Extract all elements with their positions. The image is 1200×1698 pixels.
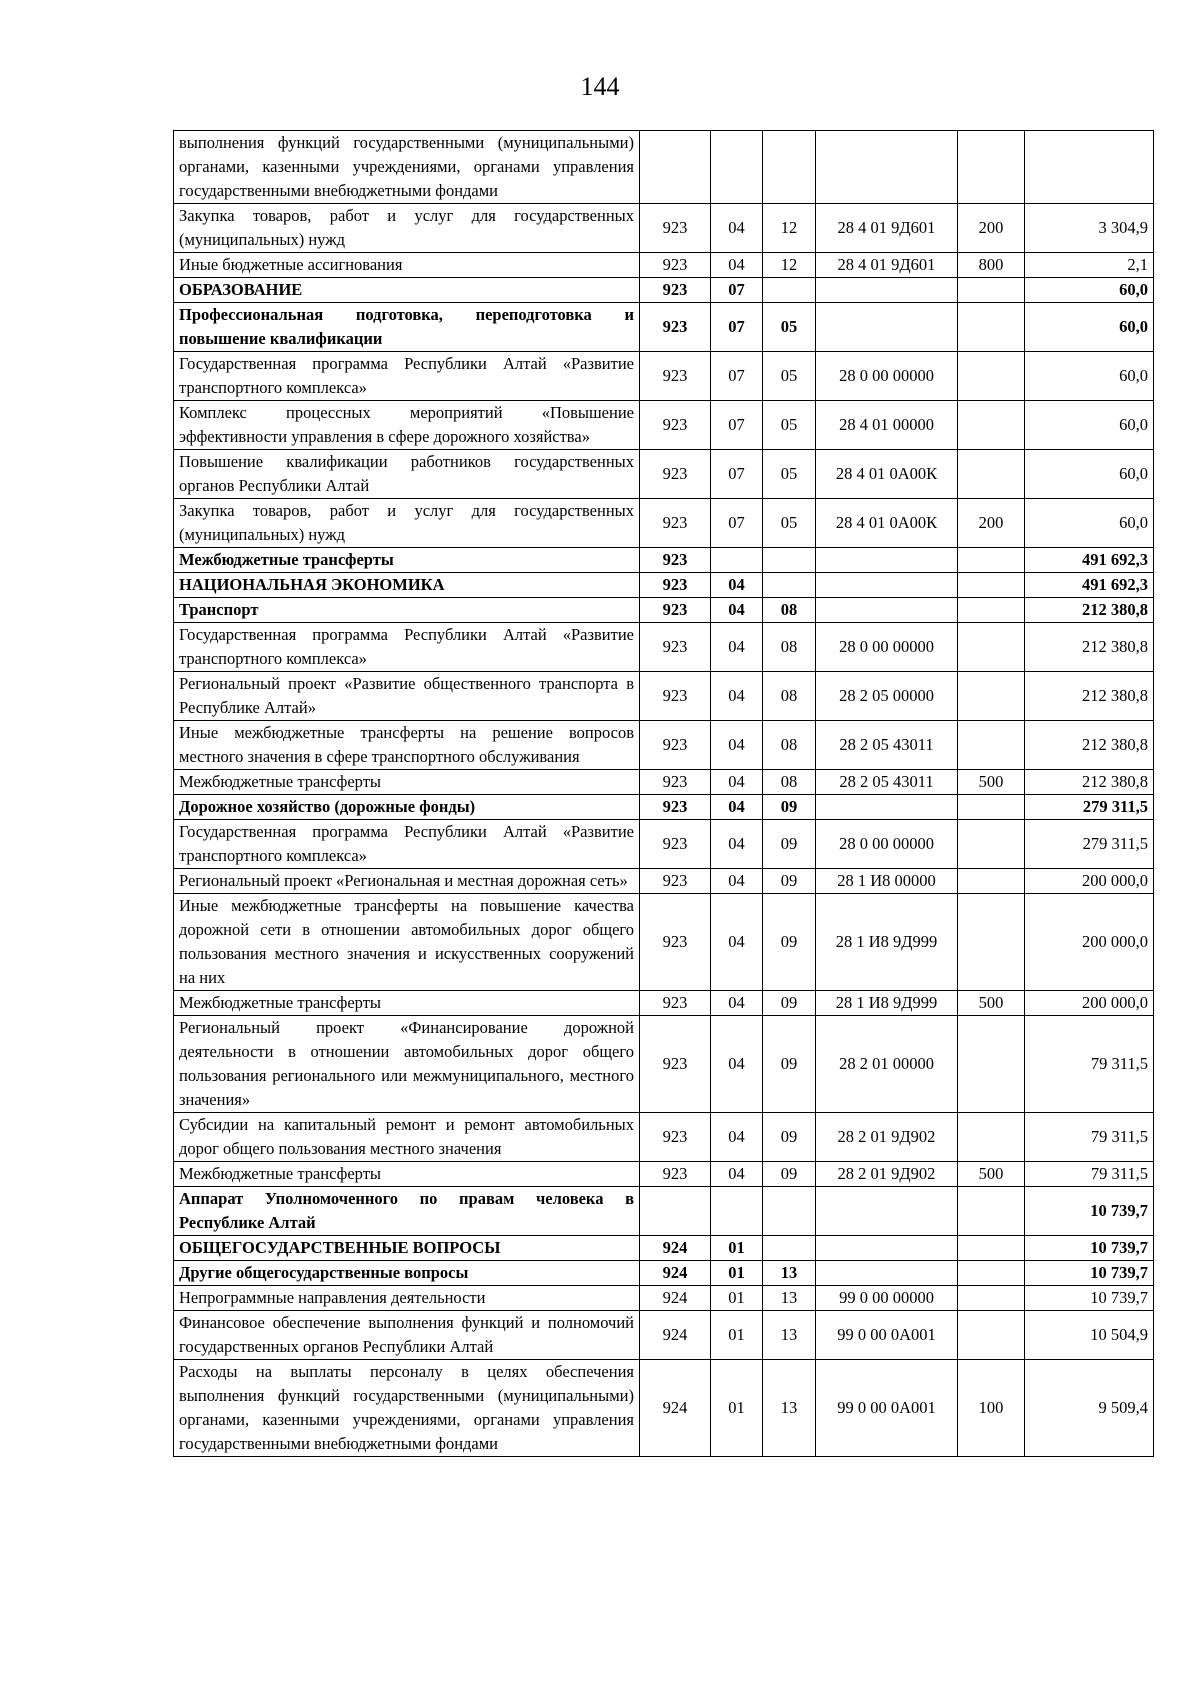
item-name-cell: Закупка товаров, работ и услуг для государственных (муниципальных) нужд [174, 499, 640, 548]
target-article-code-cell [816, 1236, 958, 1261]
section-code-cell: 07 [711, 303, 763, 352]
department-code-cell: 923 [640, 820, 711, 869]
section-code-cell: 07 [711, 401, 763, 450]
department-code-cell: 923 [640, 1016, 711, 1113]
target-article-code-cell [816, 795, 958, 820]
target-article-code-cell [816, 1187, 958, 1236]
budget-table [173, 130, 1154, 1457]
amount-cell: 2,1 [1025, 253, 1154, 278]
amount-cell: 212 380,8 [1025, 623, 1154, 672]
target-article-code-cell [816, 278, 958, 303]
amount-cell: 10 739,7 [1025, 1187, 1154, 1236]
target-article-code-cell [816, 573, 958, 598]
section-code-cell: 01 [711, 1286, 763, 1311]
subsection-code-cell: 12 [763, 253, 816, 278]
target-article-code-cell [816, 548, 958, 573]
target-article-code-cell: 28 1 И8 9Д999 [816, 991, 958, 1016]
department-code-cell: 923 [640, 869, 711, 894]
subsection-code-cell: 13 [763, 1261, 816, 1286]
subsection-code-cell: 08 [763, 770, 816, 795]
section-code-cell: 07 [711, 450, 763, 499]
table-row [174, 253, 1154, 278]
expense-type-code-cell [958, 623, 1025, 672]
amount-cell: 10 739,7 [1025, 1261, 1154, 1286]
amount-cell: 79 311,5 [1025, 1016, 1154, 1113]
subsection-code-cell: 09 [763, 795, 816, 820]
table-row [174, 991, 1154, 1016]
department-code-cell: 923 [640, 770, 711, 795]
subsection-code-cell: 08 [763, 598, 816, 623]
subsection-code-cell [763, 548, 816, 573]
table-row [174, 869, 1154, 894]
table-row [174, 820, 1154, 869]
target-article-code-cell: 28 2 05 43011 [816, 721, 958, 770]
department-code-cell: 923 [640, 253, 711, 278]
page-number: 144 [580, 72, 620, 101]
table-row [174, 721, 1154, 770]
item-name-cell: Непрограммные направления деятельности [174, 1286, 640, 1311]
expense-type-code-cell [958, 401, 1025, 450]
target-article-code-cell: 28 0 00 00000 [816, 623, 958, 672]
subsection-code-cell: 13 [763, 1311, 816, 1360]
section-code-cell [711, 548, 763, 573]
department-code-cell: 923 [640, 795, 711, 820]
target-article-code-cell: 28 4 01 9Д601 [816, 204, 958, 253]
amount-cell: 212 380,8 [1025, 598, 1154, 623]
table-row [174, 401, 1154, 450]
table-row [174, 548, 1154, 573]
expense-type-code-cell [958, 721, 1025, 770]
amount-cell: 491 692,3 [1025, 548, 1154, 573]
subsection-code-cell: 05 [763, 401, 816, 450]
amount-cell: 10 504,9 [1025, 1311, 1154, 1360]
section-code-cell: 04 [711, 672, 763, 721]
department-code-cell: 923 [640, 401, 711, 450]
department-code-cell: 924 [640, 1236, 711, 1261]
subsection-code-cell: 09 [763, 1113, 816, 1162]
expense-type-code-cell [958, 1261, 1025, 1286]
expense-type-code-cell: 200 [958, 499, 1025, 548]
subsection-code-cell: 13 [763, 1360, 816, 1457]
amount-cell: 279 311,5 [1025, 820, 1154, 869]
section-code-cell: 04 [711, 894, 763, 991]
department-code-cell: 923 [640, 303, 711, 352]
department-code-cell: 923 [640, 1113, 711, 1162]
item-name-cell: Комплекс процессных мероприятий «Повышение эффективности управления в сфере дорожного хозяйства» [174, 401, 640, 450]
section-code-cell: 01 [711, 1236, 763, 1261]
item-name-cell: Аппарат Уполномоченного по правам человека в Республике Алтай [174, 1187, 640, 1236]
table-row [174, 623, 1154, 672]
expense-type-code-cell [958, 1016, 1025, 1113]
expense-type-code-cell: 200 [958, 204, 1025, 253]
department-code-cell: 923 [640, 721, 711, 770]
expense-type-code-cell [958, 1286, 1025, 1311]
item-name-cell: Иные межбюджетные трансферты на повышение качества дорожной сети в отношении автомобильных дорог общего пользования местного значения и искусственных сооружений на них [174, 894, 640, 991]
section-code-cell: 04 [711, 1113, 763, 1162]
target-article-code-cell: 28 2 05 00000 [816, 672, 958, 721]
table-row [174, 352, 1154, 401]
item-name-cell: Повышение квалификации работников государственных органов Республики Алтай [174, 450, 640, 499]
department-code-cell: 923 [640, 450, 711, 499]
subsection-code-cell: 09 [763, 894, 816, 991]
subsection-code-cell [763, 1236, 816, 1261]
table-row [174, 573, 1154, 598]
amount-cell: 212 380,8 [1025, 672, 1154, 721]
section-code-cell: 04 [711, 573, 763, 598]
table-row [174, 131, 1154, 204]
department-code-cell: 923 [640, 894, 711, 991]
section-code-cell: 04 [711, 253, 763, 278]
item-name-cell: Региональный проект «Финансирование дорожной деятельности в отношении автомобильных дорог общего пользования регионального или межмуниципального, местного значения» [174, 1016, 640, 1113]
section-code-cell: 01 [711, 1261, 763, 1286]
department-code-cell: 923 [640, 1162, 711, 1187]
expense-type-code-cell [958, 548, 1025, 573]
subsection-code-cell: 05 [763, 303, 816, 352]
expense-type-code-cell [958, 795, 1025, 820]
target-article-code-cell: 28 2 05 43011 [816, 770, 958, 795]
department-code-cell: 923 [640, 278, 711, 303]
section-code-cell: 04 [711, 598, 763, 623]
table-row [174, 1016, 1154, 1113]
item-name-cell: Дорожное хозяйство (дорожные фонды) [174, 795, 640, 820]
expense-type-code-cell [958, 352, 1025, 401]
amount-cell: 10 739,7 [1025, 1286, 1154, 1311]
department-code-cell: 923 [640, 499, 711, 548]
item-name-cell: Финансовое обеспечение выполнения функций и полномочий государственных органов Республики Алтай [174, 1311, 640, 1360]
department-code-cell: 924 [640, 1261, 711, 1286]
department-code-cell: 924 [640, 1311, 711, 1360]
table-row [174, 278, 1154, 303]
table-row [174, 1236, 1154, 1261]
table-row [174, 1286, 1154, 1311]
item-name-cell: Транспорт [174, 598, 640, 623]
amount-cell: 212 380,8 [1025, 721, 1154, 770]
table-row [174, 1311, 1154, 1360]
item-name-cell: Профессиональная подготовка, переподготовка и повышение квалификации [174, 303, 640, 352]
subsection-code-cell: 13 [763, 1286, 816, 1311]
item-name-cell: Государственная программа Республики Алтай «Развитие транспортного комплекса» [174, 352, 640, 401]
target-article-code-cell: 28 4 01 0А00К [816, 450, 958, 499]
target-article-code-cell: 28 0 00 00000 [816, 820, 958, 869]
department-code-cell: 923 [640, 352, 711, 401]
section-code-cell: 04 [711, 1016, 763, 1113]
target-article-code-cell: 28 2 01 00000 [816, 1016, 958, 1113]
subsection-code-cell [763, 573, 816, 598]
target-article-code-cell [816, 1261, 958, 1286]
item-name-cell: НАЦИОНАЛЬНАЯ ЭКОНОМИКА [174, 573, 640, 598]
subsection-code-cell: 05 [763, 352, 816, 401]
amount-cell: 491 692,3 [1025, 573, 1154, 598]
amount-cell: 279 311,5 [1025, 795, 1154, 820]
amount-cell: 79 311,5 [1025, 1162, 1154, 1187]
section-code-cell: 01 [711, 1360, 763, 1457]
subsection-code-cell [763, 278, 816, 303]
table-row [174, 1360, 1154, 1457]
expense-type-code-cell: 800 [958, 253, 1025, 278]
department-code-cell [640, 1187, 711, 1236]
section-code-cell: 04 [711, 991, 763, 1016]
expense-type-code-cell [958, 131, 1025, 204]
expense-type-code-cell: 100 [958, 1360, 1025, 1457]
expense-type-code-cell [958, 303, 1025, 352]
target-article-code-cell: 28 0 00 00000 [816, 352, 958, 401]
expense-type-code-cell [958, 1187, 1025, 1236]
expense-type-code-cell [958, 278, 1025, 303]
target-article-code-cell: 28 4 01 00000 [816, 401, 958, 450]
expense-type-code-cell [958, 450, 1025, 499]
target-article-code-cell: 99 0 00 0А001 [816, 1360, 958, 1457]
table-row [174, 499, 1154, 548]
subsection-code-cell [763, 1187, 816, 1236]
department-code-cell: 923 [640, 548, 711, 573]
section-code-cell: 04 [711, 820, 763, 869]
target-article-code-cell: 28 4 01 0А00К [816, 499, 958, 548]
section-code-cell: 04 [711, 770, 763, 795]
item-name-cell: Межбюджетные трансферты [174, 548, 640, 573]
section-code-cell: 04 [711, 1162, 763, 1187]
table-row [174, 1113, 1154, 1162]
amount-cell: 60,0 [1025, 352, 1154, 401]
table-row [174, 1261, 1154, 1286]
subsection-code-cell: 08 [763, 672, 816, 721]
department-code-cell: 923 [640, 623, 711, 672]
item-name-cell: Расходы на выплаты персоналу в целях обеспечения выполнения функций государственными (муниципальными) органами, казенными учреждениями, органами управления государственными внебюджетными фондами [174, 1360, 640, 1457]
department-code-cell: 923 [640, 598, 711, 623]
expense-type-code-cell [958, 894, 1025, 991]
amount-cell: 3 304,9 [1025, 204, 1154, 253]
amount-cell: 200 000,0 [1025, 991, 1154, 1016]
table-row [174, 894, 1154, 991]
item-name-cell: ОБЩЕГОСУДАРСТВЕННЫЕ ВОПРОСЫ [174, 1236, 640, 1261]
amount-cell: 9 509,4 [1025, 1360, 1154, 1457]
item-name-cell: Субсидии на капитальный ремонт и ремонт автомобильных дорог общего пользования местного значения [174, 1113, 640, 1162]
subsection-code-cell: 09 [763, 1162, 816, 1187]
section-code-cell: 04 [711, 869, 763, 894]
department-code-cell: 924 [640, 1286, 711, 1311]
section-code-cell [711, 1187, 763, 1236]
item-name-cell: Иные межбюджетные трансферты на решение вопросов местного значения в сфере транспортного обслуживания [174, 721, 640, 770]
expense-type-code-cell: 500 [958, 991, 1025, 1016]
expense-type-code-cell [958, 1236, 1025, 1261]
target-article-code-cell: 99 0 00 00000 [816, 1286, 958, 1311]
amount-cell: 60,0 [1025, 401, 1154, 450]
expense-type-code-cell [958, 672, 1025, 721]
subsection-code-cell: 09 [763, 869, 816, 894]
section-code-cell: 07 [711, 499, 763, 548]
table-row [174, 303, 1154, 352]
section-code-cell: 04 [711, 204, 763, 253]
section-code-cell: 07 [711, 278, 763, 303]
subsection-code-cell: 09 [763, 991, 816, 1016]
item-name-cell: Другие общегосударственные вопросы [174, 1261, 640, 1286]
table-row [174, 1162, 1154, 1187]
department-code-cell [640, 131, 711, 204]
expense-type-code-cell [958, 869, 1025, 894]
expense-type-code-cell [958, 1113, 1025, 1162]
amount-cell: 10 739,7 [1025, 1236, 1154, 1261]
subsection-code-cell: 05 [763, 499, 816, 548]
department-code-cell: 923 [640, 672, 711, 721]
section-code-cell: 04 [711, 795, 763, 820]
expense-type-code-cell [958, 1311, 1025, 1360]
department-code-cell: 924 [640, 1360, 711, 1457]
item-name-cell: Межбюджетные трансферты [174, 1162, 640, 1187]
target-article-code-cell: 28 1 И8 9Д999 [816, 894, 958, 991]
target-article-code-cell [816, 598, 958, 623]
amount-cell: 200 000,0 [1025, 869, 1154, 894]
section-code-cell: 07 [711, 352, 763, 401]
section-code-cell: 04 [711, 623, 763, 672]
target-article-code-cell: 28 4 01 9Д601 [816, 253, 958, 278]
table-row [174, 598, 1154, 623]
amount-cell: 212 380,8 [1025, 770, 1154, 795]
item-name-cell: Региональный проект «Развитие общественного транспорта в Республике Алтай» [174, 672, 640, 721]
target-article-code-cell: 28 1 И8 00000 [816, 869, 958, 894]
amount-cell: 60,0 [1025, 278, 1154, 303]
amount-cell: 200 000,0 [1025, 894, 1154, 991]
department-code-cell: 923 [640, 573, 711, 598]
subsection-code-cell: 05 [763, 450, 816, 499]
subsection-code-cell: 12 [763, 204, 816, 253]
amount-cell: 60,0 [1025, 303, 1154, 352]
expense-type-code-cell [958, 598, 1025, 623]
amount-cell: 60,0 [1025, 450, 1154, 499]
subsection-code-cell: 09 [763, 1016, 816, 1113]
subsection-code-cell [763, 131, 816, 204]
target-article-code-cell [816, 131, 958, 204]
department-code-cell: 923 [640, 991, 711, 1016]
section-code-cell [711, 131, 763, 204]
amount-cell: 79 311,5 [1025, 1113, 1154, 1162]
target-article-code-cell: 28 2 01 9Д902 [816, 1162, 958, 1187]
table-row [174, 770, 1154, 795]
item-name-cell: Межбюджетные трансферты [174, 770, 640, 795]
target-article-code-cell: 28 2 01 9Д902 [816, 1113, 958, 1162]
expense-type-code-cell [958, 820, 1025, 869]
expense-type-code-cell: 500 [958, 1162, 1025, 1187]
expense-type-code-cell: 500 [958, 770, 1025, 795]
subsection-code-cell: 08 [763, 623, 816, 672]
table-row [174, 672, 1154, 721]
amount-cell [1025, 131, 1154, 204]
amount-cell: 60,0 [1025, 499, 1154, 548]
department-code-cell: 923 [640, 204, 711, 253]
item-name-cell: выполнения функций государственными (муниципальными) органами, казенными учреждениями, органами управления государственными внебюджетными фондами [174, 131, 640, 204]
target-article-code-cell [816, 303, 958, 352]
subsection-code-cell: 08 [763, 721, 816, 770]
expense-type-code-cell [958, 573, 1025, 598]
target-article-code-cell: 99 0 00 0А001 [816, 1311, 958, 1360]
item-name-cell: Региональный проект «Региональная и местная дорожная сеть» [174, 869, 640, 894]
item-name-cell: Государственная программа Республики Алтай «Развитие транспортного комплекса» [174, 820, 640, 869]
subsection-code-cell: 09 [763, 820, 816, 869]
table-row [174, 1187, 1154, 1236]
section-code-cell: 01 [711, 1311, 763, 1360]
item-name-cell: ОБРАЗОВАНИЕ [174, 278, 640, 303]
table-row [174, 795, 1154, 820]
table-row [174, 204, 1154, 253]
section-code-cell: 04 [711, 721, 763, 770]
item-name-cell: Межбюджетные трансферты [174, 991, 640, 1016]
item-name-cell: Государственная программа Республики Алтай «Развитие транспортного комплекса» [174, 623, 640, 672]
item-name-cell: Закупка товаров, работ и услуг для государственных (муниципальных) нужд [174, 204, 640, 253]
table-row [174, 450, 1154, 499]
item-name-cell: Иные бюджетные ассигнования [174, 253, 640, 278]
